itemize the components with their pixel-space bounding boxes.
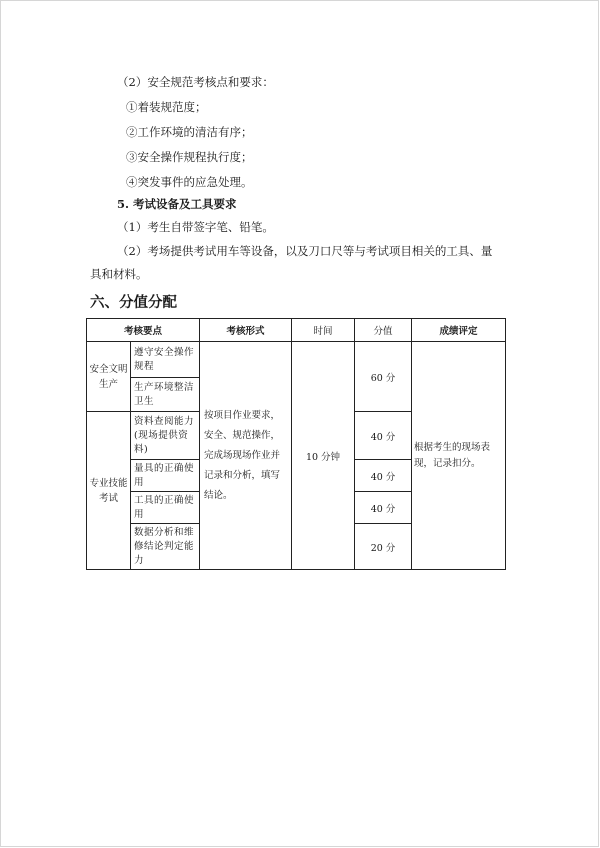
header-key-points: 考核要点 bbox=[87, 319, 200, 342]
safety-point-1: ①着装规范度； bbox=[126, 100, 207, 114]
score-document-lookup: 40 分 bbox=[355, 412, 412, 460]
header-format: 考核形式 bbox=[200, 319, 292, 342]
item-measuring-tools: 量具的正确使用 bbox=[131, 460, 200, 492]
header-time: 时间 bbox=[292, 319, 355, 342]
evaluation-text: 根据考生的现场表现，记录扣分。 bbox=[412, 342, 506, 570]
section5-line1: （1）考生自带签字笔、铅笔。 bbox=[117, 220, 274, 234]
item-document-lookup: 资料查阅能力(现场提供资料) bbox=[131, 412, 200, 460]
table-header-row bbox=[87, 319, 506, 342]
score-safety: 60 分 bbox=[355, 342, 412, 412]
table-row bbox=[87, 342, 506, 378]
item-tools-use: 工具的正确使用 bbox=[131, 492, 200, 524]
item-clean-environment: 生产环境整洁卫生 bbox=[131, 378, 200, 412]
safety-point-2: ②工作环境的清洁有序； bbox=[126, 125, 253, 139]
section6-title: 六、分值分配 bbox=[90, 295, 177, 311]
category-safety: 安全文明生产 bbox=[87, 342, 131, 412]
section5-line2: （2）考场提供考试用车等设备，以及刀口尺等与考试项目相关的工具、量 bbox=[117, 244, 493, 258]
item-safety-rules: 遵守安全操作规程 bbox=[131, 342, 200, 378]
time-value: 10 分钟 bbox=[292, 342, 355, 570]
score-table bbox=[86, 318, 506, 570]
assessment-method: 按项目作业要求，安全、规范操作，完成场现场作业并记录和分析，填写结论。 bbox=[200, 342, 292, 570]
score-data-analysis: 20 分 bbox=[355, 524, 412, 570]
header-evaluation: 成绩评定 bbox=[412, 319, 506, 342]
safety-point-4: ④突发事件的应急处理。 bbox=[126, 175, 253, 189]
section5-title: 5. 考试设备及工具要求 bbox=[117, 197, 237, 211]
score-tools-use: 40 分 bbox=[355, 492, 412, 524]
header-score: 分值 bbox=[355, 319, 412, 342]
score-measuring-tools: 40 分 bbox=[355, 460, 412, 492]
item-data-analysis: 数据分析和维修结论判定能力 bbox=[131, 524, 200, 570]
section5-line2-cont: 具和材料。 bbox=[90, 267, 148, 281]
safety-requirements-title: （2）安全规范考核点和要求： bbox=[117, 75, 274, 89]
safety-point-3: ③安全操作规程执行度； bbox=[126, 150, 253, 164]
category-skills: 专业技能考试 bbox=[87, 412, 131, 570]
